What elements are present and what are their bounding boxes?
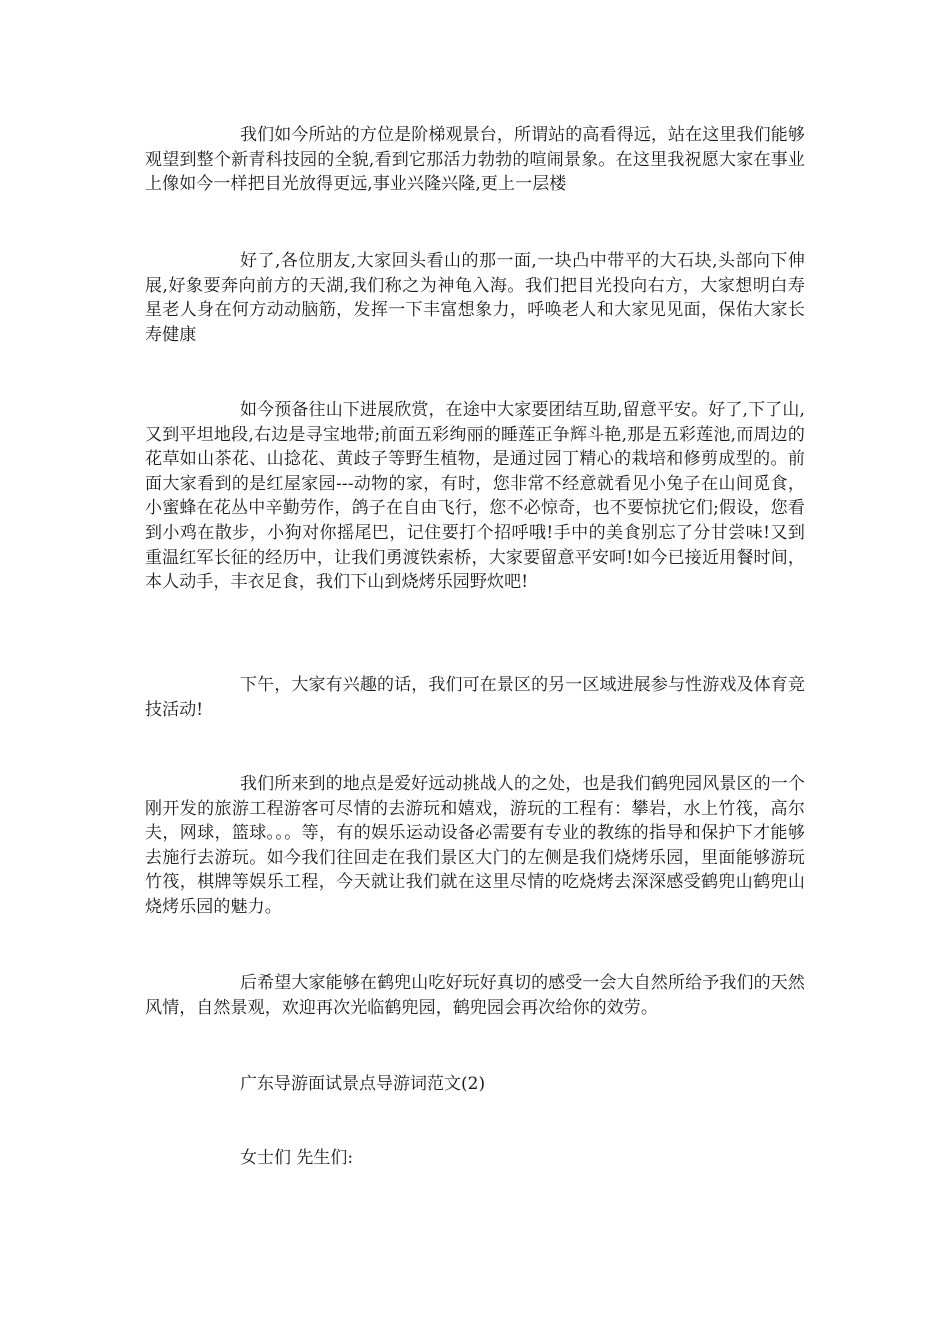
paragraph-descending-mountain: 如今预备往山下进展欣赏，在途中大家要团结互助,留意平安。好了,下了山,又到平坦地段,右边是寻宝地带;前面五彩绚丽的睡莲正争辉斗艳,那是五彩莲池,而周边的花草如山茶花、山捻花、黄歧子等野生植物，是通过园丁精心的栽培和修剪成型的。前面大家看到的是红屋家园---动物的家，有时，您非常不经意就看见小兔子在山间觅食，小蜜蜂在花丛中辛勤劳作，鸽子在自由飞行，您不必惊奇，也不要惊扰它们;假设，您看到小鸡在散步，小狗对你摇尾巴，记住要打个招呼哦!手中的美食别忘了分甘尝味!又到重温红军长征的经历中，让我们勇渡铁索桥，大家要留意平安呵!如今已接近用餐时间，本人动手，丰衣足食，我们下山到烧烤乐园野炊吧!	[145, 400, 805, 593]
section-title: 广东导游面试景点导游词范文(2)	[240, 1074, 486, 1094]
greeting-line: 女士们 先生们:	[240, 1148, 354, 1168]
paragraph-observation-deck: 我们如今所站的方位是阶梯观景台，所谓站的高看得远，站在这里我们能够观望到整个新青科技园的全貌,看到它那活力勃勃的喧闹景象。在这里我祝愿大家在事业上像如今一样把目光放得更远,事业兴隆兴隆,更上一层楼	[145, 125, 805, 195]
paragraph-turtle-rock: 好了,各位朋友,大家回头看山的那一面,一块凸中带平的大石块,头部向下伸展,好象要奔向前方的天湖,我们称之为神龟入海。我们把目光投向右方，大家想明白寿星老人身在何方动动脑筋，发挥一下丰富想象力，呼唤老人和大家见见面，保佑大家长寿健康	[145, 251, 805, 345]
paragraph-afternoon-activities: 下午，大家有兴趣的话，我们可在景区的另一区域进展参与性游戏及体育竞技活动!	[145, 675, 805, 720]
paragraph-sports-area: 我们所来到的地点是爱好远动挑战人的之处，也是我们鹤兜园风景区的一个刚开发的旅游工程游客可尽情的去游玩和嬉戏，游玩的工程有：攀岩，水上竹筏，高尔夫，网球，篮球。。。等，有的娱乐运动设备必需要有专业的教练的指导和保护下才能够去施行去游玩。如今我们往回走在我们景区大门的左侧是我们烧烤乐园，里面能够游玩竹筏，棋牌等娱乐工程，今天就让我们就在这里尽情的吃烧烤去深深感受鹤兜山鹤兜山烧烤乐园的魅力。	[145, 774, 805, 917]
paragraph-farewell: 后希望大家能够在鹤兜山吃好玩好真切的感受一会大自然所给予我们的天然风情，自然景观，欢迎再次光临鹤兜园，鹤兜园会再次给你的效劳。	[145, 973, 805, 1018]
